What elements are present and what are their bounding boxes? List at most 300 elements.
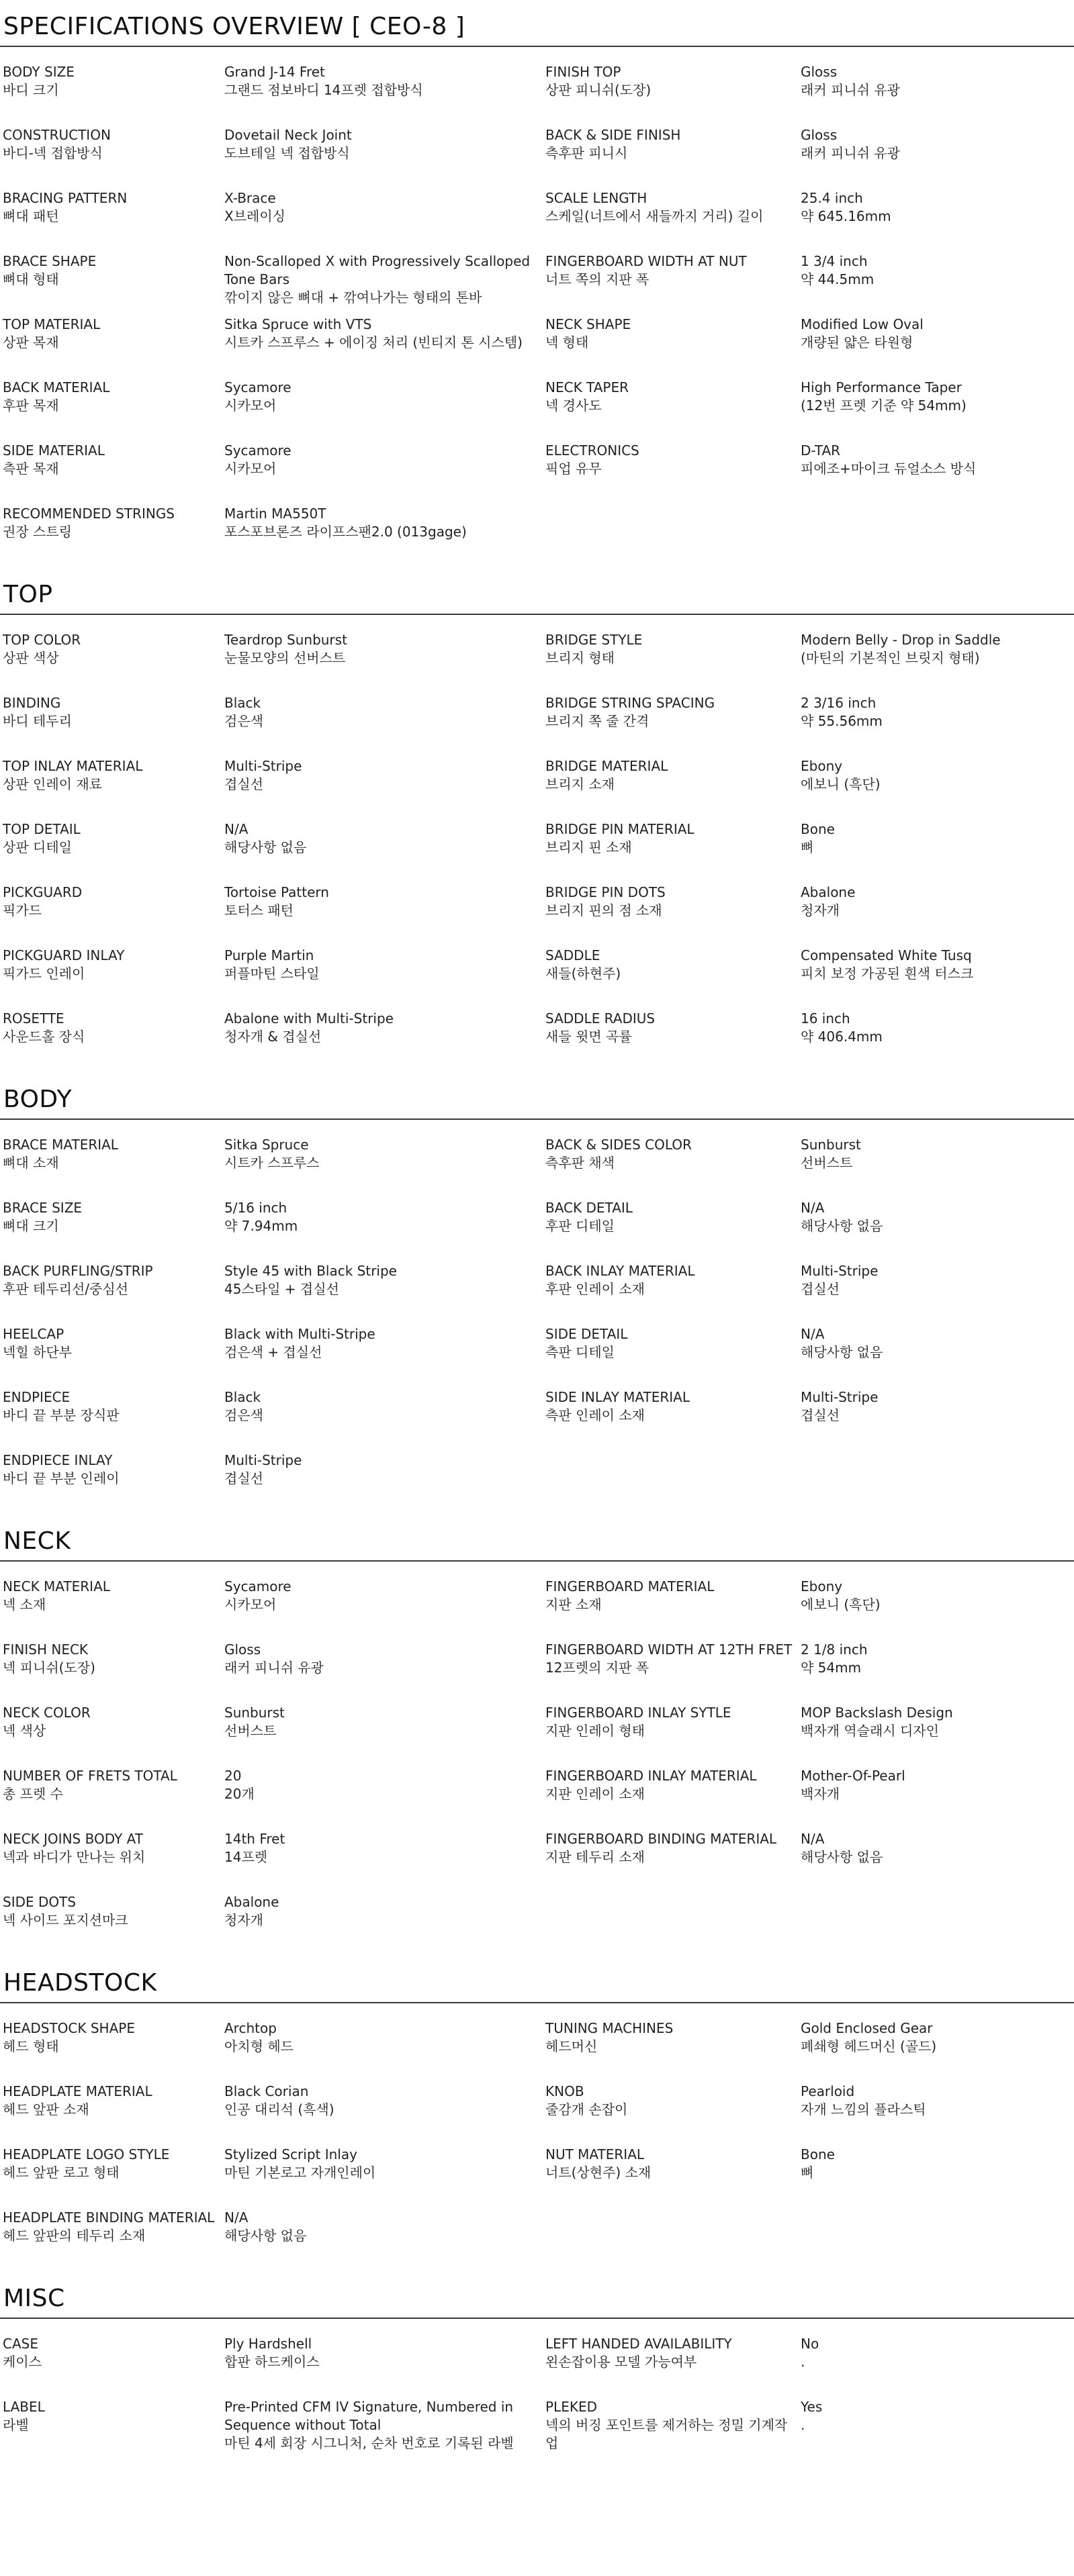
spec-value — [222, 1199, 543, 1262]
spec-label — [543, 252, 798, 316]
spec-value-ko: (12번 프렛 기준 약 54mm) — [801, 397, 967, 414]
spec-value-en: Dovetail Neck Joint — [224, 127, 352, 143]
spec-label-ko: 바디 테두리 — [3, 713, 72, 729]
spec-label-en: KNOB — [545, 2083, 584, 2099]
spec-label-en: BACK & SIDE FINISH — [545, 127, 681, 143]
spec-label — [0, 1388, 222, 1451]
spec-value — [222, 820, 543, 884]
spec-value-en: 20 — [224, 1768, 242, 1784]
spec-value-ko: 시트카 스프루스 + 에이징 처리 (빈티지 톤 시스템) — [224, 334, 523, 350]
spec-value-ko: 시카모어 — [224, 397, 277, 414]
section-neck — [0, 1515, 1074, 1956]
spec-label — [543, 63, 798, 126]
spec-value-en: Black Corian — [224, 2083, 309, 2099]
spec-label-en: FINGERBOARD BINDING MATERIAL — [545, 1831, 777, 1847]
spec-value — [798, 126, 1074, 189]
spec-grid — [0, 1120, 1074, 1515]
spec-label — [0, 2209, 222, 2272]
spec-value-ko: 검은색 + 겹실선 — [224, 1344, 322, 1360]
section-overview — [0, 0, 1074, 568]
spec-value-en: N/A — [224, 821, 249, 837]
section-title: HEADSTOCK — [3, 1969, 157, 1997]
spec-label — [0, 126, 222, 189]
spec-label-en: FINISH NECK — [3, 1641, 89, 1658]
spec-label-en: NECK MATERIAL — [3, 1578, 110, 1594]
spec-label-ko: 총 프렛 수 — [3, 1786, 63, 1802]
spec-value-ko: 선버스트 — [801, 1155, 853, 1171]
spec-value-en: Sitka Spruce — [224, 1137, 309, 1153]
spec-value-ko: 백자개 — [801, 1786, 840, 1802]
spec-value — [798, 1767, 1074, 1830]
spec-label — [543, 2019, 798, 2083]
spec-value — [222, 1010, 543, 1073]
spec-label-en: LABEL — [3, 2399, 45, 2415]
spec-label-ko: 후판 테두리선/중심선 — [3, 1281, 128, 1297]
spec-value-en: Gloss — [801, 64, 838, 80]
spec-label — [0, 1767, 222, 1830]
spec-label — [543, 1451, 798, 1515]
spec-label — [0, 1010, 222, 1073]
spec-label-en: FINGERBOARD WIDTH AT NUT — [545, 253, 747, 269]
spec-label-ko: 넥 형태 — [545, 334, 589, 350]
spec-value — [798, 631, 1074, 694]
spec-label — [0, 2335, 222, 2398]
spec-value-ko: 피치 보정 가공된 흰색 터스크 — [801, 965, 974, 982]
spec-value-en: Black with Multi-Stripe — [224, 1326, 375, 1342]
spec-label — [0, 694, 222, 757]
spec-value-en: Compensated White Tusq — [801, 947, 972, 963]
spec-value — [222, 1451, 543, 1515]
spec-label-ko: 브리지 소재 — [545, 776, 615, 792]
spec-value — [222, 631, 543, 694]
spec-value-en: Ebony — [801, 758, 843, 774]
spec-value — [222, 757, 543, 820]
spec-label — [0, 757, 222, 820]
spec-value-en: Teardrop Sunburst — [224, 632, 347, 648]
spec-value-ko: 퍼플마틴 스타일 — [224, 965, 320, 982]
spec-label — [0, 1325, 222, 1388]
section-title: BODY — [3, 1086, 73, 1113]
spec-value-ko: 청자개 & 겹실선 — [224, 1029, 322, 1045]
spec-label — [543, 505, 798, 568]
spec-label-en: NECK JOINS BODY AT — [3, 1831, 143, 1847]
spec-value — [222, 1893, 543, 1956]
spec-label-en: TOP COLOR — [3, 632, 81, 648]
spec-value-ko: 에보니 (흑단) — [801, 776, 881, 792]
spec-label — [543, 1010, 798, 1073]
spec-value — [222, 1136, 543, 1199]
spec-value-ko: 약 44.5mm — [801, 271, 875, 287]
section-title: NECK — [3, 1527, 71, 1555]
spec-label-en: SIDE DOTS — [3, 1894, 77, 1910]
spec-label — [0, 947, 222, 1010]
spec-label — [0, 379, 222, 442]
spec-label-en: HEADPLATE MATERIAL — [3, 2083, 152, 2099]
spec-label-ko: 브리지 핀의 점 소재 — [545, 902, 662, 918]
spec-label-ko: 픽가드 인레이 — [3, 965, 85, 982]
spec-value-ko: 약 645.16mm — [801, 208, 891, 224]
spec-label-en: TOP DETAIL — [3, 821, 81, 837]
spec-value-ko: 마틴 4세 회장 시그니처, 순차 번호로 기록된 라벨 — [224, 2435, 514, 2451]
spec-label — [543, 2146, 798, 2209]
spec-label-ko: 스케일(너트에서 새들까지 거리) 길이 — [545, 208, 764, 224]
spec-label-en: PLEKED — [545, 2399, 597, 2415]
spec-label-ko: 뼈대 형태 — [3, 271, 59, 287]
spec-label — [0, 2019, 222, 2083]
spec-label-en: BRIDGE MATERIAL — [545, 758, 668, 774]
spec-label-ko: 브리지 핀 소재 — [545, 839, 632, 855]
spec-label-ko: 새들 윗면 곡률 — [545, 1029, 632, 1045]
spec-value-en: Sunburst — [801, 1137, 861, 1153]
spec-value-en: Sunburst — [224, 1705, 285, 1721]
spec-label-ko: 헤드 앞판의 테두리 소재 — [3, 2228, 146, 2244]
spec-value-ko: 해당사항 없음 — [801, 1849, 883, 1865]
spec-value-ko: 아치형 헤드 — [224, 2038, 294, 2054]
spec-label — [543, 2209, 798, 2272]
spec-label-ko: 넥 사이드 포지션마크 — [3, 1912, 128, 1928]
spec-value-en: 16 inch — [801, 1010, 850, 1027]
spec-label — [0, 1136, 222, 1199]
spec-label-ko: 넥 경사도 — [545, 397, 602, 414]
spec-value-en: Style 45 with Black Stripe — [224, 1263, 397, 1279]
spec-value-en: Multi-Stripe — [801, 1263, 879, 1279]
spec-value-en: No — [801, 2336, 819, 2352]
spec-value — [798, 1388, 1074, 1451]
spec-value — [222, 694, 543, 757]
spec-label-en: FINGERBOARD MATERIAL — [545, 1578, 715, 1594]
spec-label — [0, 631, 222, 694]
spec-label-ko: 넥힐 하단부 — [3, 1344, 72, 1360]
spec-label-en: FINGERBOARD INLAY MATERIAL — [545, 1768, 757, 1784]
spec-value-ko: 그랜드 점보바디 14프렛 접합방식 — [224, 82, 423, 98]
spec-value-ko: X브레이싱 — [224, 208, 285, 224]
spec-label-en: BRIDGE STRING SPACING — [545, 695, 715, 711]
spec-label-en: BRIDGE STYLE — [545, 632, 643, 648]
spec-label — [543, 2083, 798, 2146]
spec-value-ko: 래커 피니쉬 유광 — [801, 82, 900, 98]
spec-label — [0, 442, 222, 505]
spec-value — [798, 2019, 1074, 2083]
spec-value-en: N/A — [224, 2209, 249, 2226]
spec-value-ko: 해당사항 없음 — [224, 839, 307, 855]
spec-value — [222, 1578, 543, 1641]
spec-label — [543, 1388, 798, 1451]
spec-value-en: Ebony — [801, 1578, 843, 1594]
spec-label-ko: 헤드머신 — [545, 2038, 598, 2054]
spec-label-en: NECK TAPER — [545, 379, 629, 395]
spec-value-en: Abalone — [801, 884, 856, 900]
spec-label-en: BRACE MATERIAL — [3, 1137, 118, 1153]
spec-label-en: ENDPIECE — [3, 1389, 71, 1405]
spec-value-en: Bone — [801, 821, 835, 837]
spec-label-en: HEADPLATE LOGO STYLE — [3, 2146, 170, 2162]
spec-label-en: BACK INLAY MATERIAL — [545, 1263, 695, 1279]
spec-value-en: Gold Enclosed Gear — [801, 2020, 933, 2036]
spec-label-ko: 지판 인레이 소재 — [545, 1786, 645, 1802]
spec-label-en: SIDE INLAY MATERIAL — [545, 1389, 690, 1405]
spec-value-ko: 해당사항 없음 — [801, 1344, 883, 1360]
spec-value-ko: 약 54mm — [801, 1660, 862, 1676]
spec-label-ko: 넥 색상 — [3, 1723, 46, 1739]
spec-value-ko: 자개 느낌의 플라스틱 — [801, 2101, 926, 2117]
spec-value — [798, 189, 1074, 252]
spec-label — [0, 884, 222, 947]
spec-label-ko: 너트(상현주) 소재 — [545, 2164, 652, 2181]
spec-grid — [0, 2003, 1074, 2272]
spec-value-en: Non-Scalloped X with Progressively Scalloped Tone Bars — [224, 253, 531, 287]
spec-value — [798, 1010, 1074, 1073]
spec-value — [222, 316, 543, 379]
spec-label-ko: 지판 테두리 소재 — [545, 1849, 645, 1865]
spec-label — [0, 1641, 222, 1704]
spec-label-ko: 측판 디테일 — [545, 1344, 615, 1360]
spec-label — [543, 1893, 798, 1956]
spec-grid — [0, 2319, 1074, 2461]
spec-label-en: BRIDGE PIN DOTS — [545, 884, 666, 900]
spec-label — [0, 1704, 222, 1767]
spec-value — [798, 442, 1074, 505]
spec-value — [798, 757, 1074, 820]
spec-label — [543, 820, 798, 884]
spec-label — [543, 2335, 798, 2398]
spec-value-en: Archtop — [224, 2020, 277, 2036]
spec-value — [798, 2083, 1074, 2146]
spec-label — [543, 442, 798, 505]
spec-value-en: Multi-Stripe — [224, 758, 302, 774]
spec-value-ko: 뼈 — [801, 2164, 814, 2181]
spec-value-ko: (마틴의 기본적인 브릿지 형태) — [801, 650, 980, 666]
spec-label-en: LEFT HANDED AVAILABILITY — [545, 2336, 732, 2352]
spec-label-ko: 후판 인레이 소재 — [545, 1281, 645, 1297]
spec-label — [543, 1767, 798, 1830]
spec-value — [798, 820, 1074, 884]
spec-value-en: Gloss — [224, 1641, 261, 1658]
spec-label-ko: 바디-넥 접합방식 — [3, 145, 103, 161]
spec-value-en: Pre-Printed CFM IV Signature, Numbered in Sequence without Total — [224, 2399, 514, 2433]
spec-label-ko: 지판 인레이 형태 — [545, 1723, 645, 1739]
spec-value-ko: . — [801, 2354, 805, 2370]
spec-label-en: SCALE LENGTH — [545, 190, 647, 206]
spec-label-ko: 너트 쪽의 지판 폭 — [545, 271, 650, 287]
spec-label-ko: 지판 소재 — [545, 1596, 602, 1613]
spec-label-ko: 뼈대 패턴 — [3, 208, 59, 224]
spec-value — [222, 189, 543, 252]
spec-value — [798, 1262, 1074, 1325]
spec-value-en: Ply Hardshell — [224, 2336, 312, 2352]
spec-label-en: SIDE MATERIAL — [3, 442, 105, 459]
spec-value-ko: 검은색 — [224, 1407, 263, 1423]
spec-label — [0, 505, 222, 568]
spec-value — [222, 379, 543, 442]
spec-value-ko: 개량된 얇은 타원형 — [801, 334, 913, 350]
spec-label-ko: 상판 피니쉬(도장) — [545, 82, 652, 98]
spec-value-ko: 래커 피니쉬 유광 — [801, 145, 900, 161]
spec-label — [543, 1704, 798, 1767]
spec-value-en: N/A — [801, 1200, 825, 1216]
spec-value-en: D-TAR — [801, 442, 841, 459]
spec-label — [543, 2398, 798, 2461]
spec-label-en: BODY SIZE — [3, 64, 75, 80]
spec-value-ko: 피에조+마이크 듀얼소스 방식 — [801, 461, 977, 477]
spec-value-ko: 도브테일 넥 접합방식 — [224, 145, 350, 161]
spec-label — [0, 1262, 222, 1325]
spec-label-ko: 케이스 — [3, 2354, 42, 2370]
spec-value — [222, 1641, 543, 1704]
spec-value-ko: 청자개 — [801, 902, 840, 918]
spec-value-ko: 시카모어 — [224, 1596, 277, 1613]
spec-label-en: CONSTRUCTION — [3, 127, 111, 143]
spec-label-ko: 바디 크기 — [3, 82, 59, 98]
spec-label-en: BRACING PATTERN — [3, 190, 128, 206]
spec-value-ko: 약 7.94mm — [224, 1218, 298, 1234]
spec-label-en: NECK SHAPE — [545, 316, 631, 332]
spec-value-en: 1 3/4 inch — [801, 253, 868, 269]
spec-label-ko: 바디 끝 부분 장식판 — [3, 1407, 120, 1423]
spec-label-en: SADDLE RADIUS — [545, 1010, 656, 1027]
spec-value — [222, 126, 543, 189]
spec-label — [0, 2146, 222, 2209]
spec-value — [222, 2083, 543, 2146]
spec-value-en: Multi-Stripe — [224, 1452, 302, 1468]
spec-label — [543, 631, 798, 694]
spec-grid — [0, 47, 1074, 568]
spec-value — [222, 2146, 543, 2209]
spec-value-en: Multi-Stripe — [801, 1389, 879, 1405]
spec-value-ko: 약 55.56mm — [801, 713, 883, 729]
spec-label — [543, 379, 798, 442]
spec-label — [543, 1641, 798, 1704]
spec-value-ko: 시카모어 — [224, 461, 277, 477]
spec-value-ko: 청자개 — [224, 1912, 263, 1928]
spec-label — [543, 947, 798, 1010]
spec-value-en: Sycamore — [224, 379, 292, 395]
spec-label — [0, 316, 222, 379]
spec-value — [798, 2146, 1074, 2209]
spec-label — [0, 2398, 222, 2461]
spec-label-ko: 브리지 형태 — [545, 650, 615, 666]
spec-value-ko: 뼈 — [801, 839, 814, 855]
spec-value — [798, 2335, 1074, 2398]
spec-label-en: PICKGUARD INLAY — [3, 947, 125, 963]
spec-label — [543, 1578, 798, 1641]
spec-value-ko: 겹실선 — [801, 1407, 840, 1423]
spec-value — [222, 2335, 543, 2398]
section-title: TOP — [3, 581, 53, 608]
spec-label — [0, 1451, 222, 1515]
spec-value — [798, 947, 1074, 1010]
spec-label — [0, 1893, 222, 1956]
spec-label — [0, 1578, 222, 1641]
spec-value-en: MOP Backslash Design — [801, 1705, 953, 1721]
spec-label — [543, 1262, 798, 1325]
section-body — [0, 1073, 1074, 1515]
spec-value-ko: 해당사항 없음 — [224, 2228, 307, 2244]
spec-value — [798, 505, 1074, 568]
spec-label-en: FINGERBOARD INLAY SYTLE — [545, 1705, 731, 1721]
spec-value — [222, 1388, 543, 1451]
spec-value-en: Bone — [801, 2146, 835, 2162]
spec-label-en: BRACE SHAPE — [3, 253, 97, 269]
spec-label — [543, 316, 798, 379]
spec-label-ko: 측후판 채색 — [545, 1155, 615, 1171]
spec-value-ko: 20개 — [224, 1786, 255, 1802]
spec-value-en: Gloss — [801, 127, 838, 143]
spec-label-ko: 넥 소재 — [3, 1596, 46, 1613]
spec-value — [222, 442, 543, 505]
spec-label-en: SIDE DETAIL — [545, 1326, 628, 1342]
spec-value-en: N/A — [801, 1326, 825, 1342]
spec-value-en: 2 3/16 inch — [801, 695, 877, 711]
spec-label-en: CASE — [3, 2336, 38, 2352]
spec-label-ko: 상판 색상 — [3, 650, 59, 666]
spec-label — [0, 189, 222, 252]
spec-value-ko: 에보니 (흑단) — [801, 1596, 881, 1613]
spec-value — [222, 505, 543, 568]
spec-value-en: Purple Martin — [224, 947, 314, 963]
spec-value-en: Pearloid — [801, 2083, 855, 2099]
spec-label-ko: 넥과 바디가 만나는 위치 — [3, 1849, 146, 1865]
spec-value — [798, 316, 1074, 379]
spec-label-ko: 넥 피니쉬(도장) — [3, 1660, 95, 1676]
spec-label — [0, 2083, 222, 2146]
spec-value — [798, 694, 1074, 757]
spec-value — [222, 2398, 543, 2461]
spec-grid — [0, 1562, 1074, 1956]
spec-label-ko: 상판 디테일 — [3, 839, 72, 855]
spec-label-en: ROSETTE — [3, 1010, 64, 1027]
spec-value — [798, 1136, 1074, 1199]
spec-value — [222, 947, 543, 1010]
spec-value-ko: 백자개 역슬래시 디자인 — [801, 1723, 939, 1739]
spec-label-ko: 상판 인레이 재료 — [3, 776, 102, 792]
spec-value-ko: 인공 대리석 (흑색) — [224, 2101, 334, 2117]
spec-label — [0, 252, 222, 316]
spec-value — [798, 1325, 1074, 1388]
spec-value-en: Sitka Spruce with VTS — [224, 316, 372, 332]
spec-label-ko: 헤드 앞판 소재 — [3, 2101, 89, 2117]
spec-label-ko: 넥의 버징 포인트를 제거하는 정밀 기계작업 — [545, 2417, 788, 2451]
spec-value-en: X-Brace — [224, 190, 276, 206]
spec-value — [798, 2209, 1074, 2272]
spec-value-ko: 폐쇄형 헤드머신 (골드) — [801, 2038, 937, 2054]
spec-value — [222, 1262, 543, 1325]
spec-label-ko: 픽가드 — [3, 902, 42, 918]
spec-value-en: 25.4 inch — [801, 190, 863, 206]
spec-value — [222, 1704, 543, 1767]
spec-value-en: Tortoise Pattern — [224, 884, 329, 900]
spec-label-ko: 상판 목재 — [3, 334, 59, 350]
spec-value-ko: 약 406.4mm — [801, 1029, 883, 1045]
section-headstock — [0, 1956, 1074, 2272]
spec-label — [543, 884, 798, 947]
spec-label-en: ELECTRONICS — [545, 442, 639, 459]
spec-value — [798, 1830, 1074, 1893]
spec-label-en: HEADPLATE BINDING MATERIAL — [3, 2209, 215, 2226]
spec-value-ko: 해당사항 없음 — [801, 1218, 883, 1234]
spec-label-en: ENDPIECE INLAY — [3, 1452, 113, 1468]
spec-label-ko: 뼈대 소재 — [3, 1155, 59, 1171]
spec-label-ko: 측후판 피니시 — [545, 145, 628, 161]
spec-value-ko: 검은색 — [224, 713, 263, 729]
spec-value-en: Abalone with Multi-Stripe — [224, 1010, 394, 1027]
spec-label-ko: 왼손잡이용 모델 가능여부 — [545, 2354, 697, 2370]
spec-value-en: Sycamore — [224, 1578, 292, 1594]
spec-label-en: RECOMMENDED STRINGS — [3, 506, 175, 522]
section-misc — [0, 2272, 1074, 2461]
spec-label — [543, 1199, 798, 1262]
spec-value — [798, 884, 1074, 947]
spec-value — [798, 252, 1074, 316]
